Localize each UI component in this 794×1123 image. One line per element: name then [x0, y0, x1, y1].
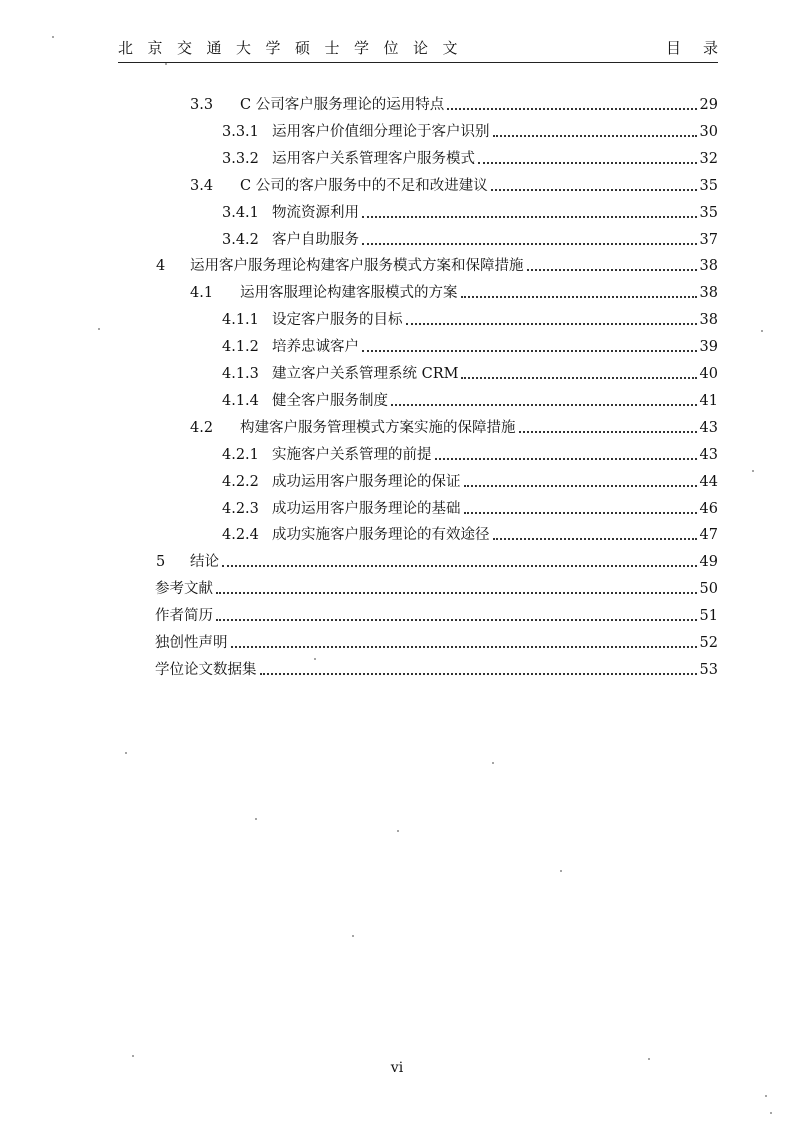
- toc-entry: [156, 255, 718, 275]
- scan-speck: [560, 870, 562, 872]
- scan-speck: [255, 818, 257, 820]
- toc-section-number: 4.2: [190, 419, 214, 436]
- toc-section-number: 4.2.2: [222, 473, 259, 490]
- dot-leader: [391, 404, 697, 406]
- toc-page-number: 44: [699, 473, 718, 490]
- toc-section-number: 4.1.3: [222, 366, 259, 382]
- toc-entry-title: 运用客户价值细分理论于客户识别: [272, 123, 490, 140]
- toc-page-number: 43: [699, 446, 718, 463]
- running-header: [118, 38, 740, 63]
- dot-leader: [461, 296, 697, 298]
- toc-entry-title: 独创性声明: [155, 635, 228, 651]
- scan-speck: [52, 36, 54, 38]
- toc-section-number: 4.1.4: [222, 392, 259, 409]
- toc-entry-title: 运用客服理论构建客服模式的方案: [240, 285, 458, 302]
- toc-entry-title: C 公司客户服务理论的运用特点: [240, 97, 445, 113]
- toc-page-number: 38: [699, 312, 718, 329]
- toc-page-number: 35: [699, 204, 718, 221]
- toc-section-number: 3.4.2: [222, 231, 259, 248]
- toc-section-number: 4: [156, 258, 166, 275]
- toc-entry: [190, 175, 718, 195]
- toc-entry: [222, 524, 718, 544]
- toc-section-number: 3.4: [190, 177, 214, 194]
- toc-entry: [222, 444, 718, 464]
- header-thesis-title: 北京交通大学硕士学位论文: [118, 39, 473, 57]
- toc-entry-title: 实施客户关系管理的前提: [272, 446, 432, 463]
- scan-speck: [492, 762, 494, 764]
- toc-page-number: 52: [699, 635, 718, 651]
- toc-section-number: 4.2.3: [222, 500, 259, 517]
- dot-leader: [464, 485, 697, 487]
- dot-leader: [527, 269, 697, 271]
- scan-speck: [648, 1058, 650, 1060]
- dot-leader: [231, 646, 697, 648]
- scan-speck: [125, 752, 127, 754]
- dot-leader: [362, 216, 697, 218]
- toc-entry: [222, 336, 718, 356]
- dot-leader: [461, 377, 696, 379]
- toc-entry-title: 物流资源利用: [272, 204, 359, 221]
- toc-entry: [155, 605, 718, 625]
- toc-page-number: 39: [699, 339, 718, 356]
- page-number: vi: [390, 1060, 404, 1076]
- scan-speck: [770, 1112, 772, 1114]
- dot-leader: [222, 565, 697, 567]
- dot-leader: [216, 592, 697, 594]
- scan-speck: [765, 1095, 767, 1097]
- toc-entry: [155, 659, 718, 679]
- dot-leader: [464, 512, 697, 514]
- toc-section-number: 4.1: [190, 285, 214, 302]
- toc-entry-title: 成功实施客户服务理论的有效途径: [272, 527, 490, 544]
- toc-section-number: 3.3: [190, 97, 214, 113]
- toc-section-number: 4.1.2: [222, 339, 259, 356]
- dot-leader: [519, 431, 697, 433]
- toc-page-number: 49: [699, 554, 718, 571]
- toc-page-number: 53: [699, 661, 718, 678]
- dot-leader: [447, 108, 696, 110]
- dot-leader: [478, 162, 697, 164]
- dot-leader: [491, 189, 697, 191]
- toc-section-number: 4.1.1: [222, 312, 259, 329]
- toc-section-number: 5: [156, 554, 166, 571]
- toc-page-number: 29: [699, 97, 718, 113]
- toc-entry: [222, 471, 718, 491]
- scan-speck: [352, 935, 354, 937]
- toc-section-number: 3.4.1: [222, 204, 259, 221]
- dot-leader: [493, 538, 697, 540]
- toc-page-number: 38: [699, 258, 718, 275]
- toc-entry: [190, 94, 718, 114]
- toc-entry: [222, 363, 718, 383]
- scan-speck: [761, 330, 763, 332]
- toc-page-number: 30: [699, 123, 718, 140]
- toc-page-number: 38: [699, 285, 718, 302]
- toc-entry-title: 运用客户关系管理客户服务模式: [272, 150, 475, 167]
- toc-entry-title: 作者简历: [155, 608, 213, 625]
- scan-speck: [397, 830, 399, 832]
- toc-page-number: 35: [699, 177, 718, 194]
- header-section-name: 目录: [665, 39, 740, 57]
- toc-page-number: 43: [699, 419, 718, 436]
- toc-entry-title: 建立客户关系管理系统 CRM: [272, 366, 459, 382]
- toc-entry: [222, 309, 718, 329]
- toc-entry-title: 成功运用客户服务理论的基础: [272, 500, 461, 517]
- dot-leader: [260, 673, 697, 675]
- scan-speck: [98, 328, 100, 330]
- toc-page-number: 51: [699, 608, 718, 625]
- toc-page-number: 32: [699, 150, 718, 167]
- toc-page-number: 46: [699, 500, 718, 517]
- toc-entry: [222, 390, 718, 410]
- toc-page-number: 41: [699, 392, 718, 409]
- toc-section-number: 4.2.1: [222, 446, 259, 463]
- toc-page-number: 40: [699, 366, 718, 382]
- toc-entry-title: 学位论文数据集: [155, 661, 257, 678]
- dot-leader: [435, 458, 697, 460]
- dot-leader: [406, 323, 697, 325]
- toc-entry: [222, 202, 718, 222]
- dot-leader: [493, 135, 697, 137]
- toc-entry: [155, 578, 718, 598]
- toc-entry-title: 培养忠诚客户: [272, 339, 359, 356]
- toc-page-number: 47: [699, 527, 718, 544]
- toc-section-number: 4.2.4: [222, 527, 259, 544]
- dot-leader: [362, 350, 697, 352]
- toc-entry: [190, 282, 718, 302]
- toc-entry-title: 设定客户服务的目标: [272, 312, 403, 329]
- toc-page-number: 37: [699, 231, 718, 248]
- toc-section-number: 3.3.1: [222, 123, 259, 140]
- scan-speck: [132, 1055, 134, 1057]
- scan-speck: [165, 63, 167, 65]
- toc-entry-title: 客户自助服务: [272, 231, 359, 248]
- toc-entry: [156, 551, 718, 571]
- toc-entry: [222, 121, 718, 141]
- toc-entry: [190, 417, 718, 437]
- scan-speck: [314, 658, 316, 660]
- scan-speck: [752, 470, 754, 472]
- toc-section-number: 3.3.2: [222, 150, 259, 167]
- dot-leader: [362, 243, 697, 245]
- toc-entry: [222, 229, 718, 249]
- toc-entry-title: 参考文献: [155, 581, 213, 598]
- toc-entry-title: 成功运用客户服务理论的保证: [272, 473, 461, 490]
- toc-entry: [155, 632, 718, 652]
- toc-entry-title: 构建客户服务管理模式方案实施的保障措施: [240, 419, 516, 436]
- toc-page-number: 50: [699, 581, 718, 598]
- toc-entry-title: 运用客户服务理论构建客户服务模式方案和保障措施: [190, 258, 524, 275]
- dot-leader: [216, 619, 697, 621]
- toc-entry-title: 健全客户服务制度: [272, 392, 388, 409]
- toc-entry-title: C 公司的客户服务中的不足和改进建议: [240, 177, 488, 194]
- toc-entry: [222, 498, 718, 518]
- toc-entry-title: 结论: [190, 554, 219, 571]
- toc-entry: [222, 148, 718, 168]
